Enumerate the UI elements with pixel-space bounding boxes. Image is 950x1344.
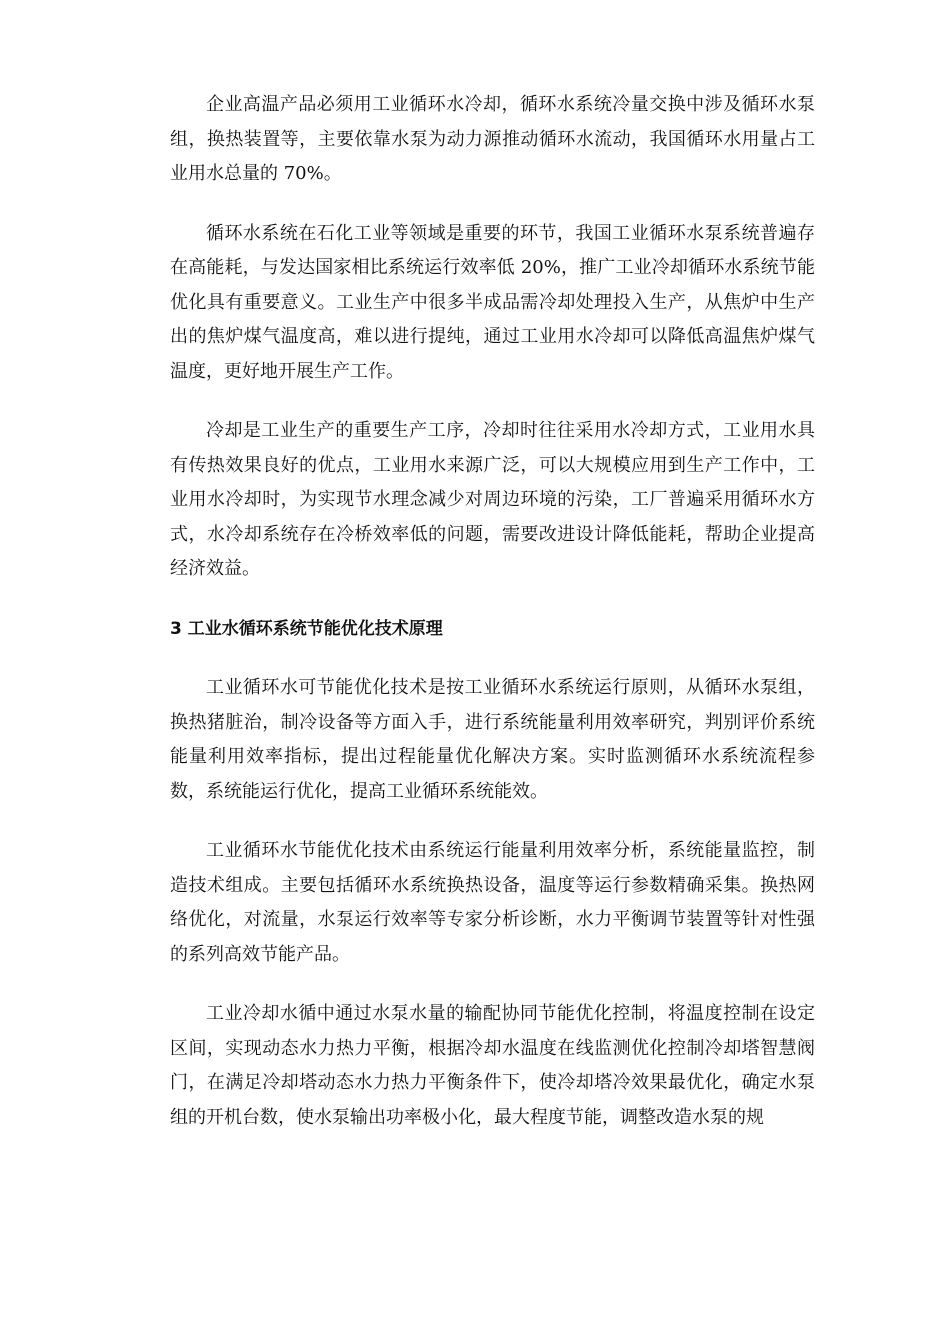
paragraph-3: 冷却是工业生产的重要生产工序，冷却时往往采用水冷却方式，工业用水具有传热效果良好的优点，工业用水来源广泛，可以大规模应用到生产工作中，工业用水冷却时，为实现节水理念减少对周边环境的污染，工厂普遍采用循环水方式，水冷却系统存在冷桥效率低的问题，需要改进设计降低能耗，帮助企业提高经济效益。 [170,420,815,579]
paragraph-6: 工业冷却水循中通过水泵水量的输配协同节能优化控制，将温度控制在设定区间，实现动态水力热力平衡，根据冷却水温度在线监测优化控制冷却塔智慧阀门，在满足冷却塔动态水力热力平衡条件下，使冷却塔冷效果最优化，确定水泵组的开机台数，使水泵输出功率极小化，最大程度节能，调整改造水泵的规 [170,1003,815,1128]
paragraph-2: 循环水系统在石化工业等领域是重要的环节，我国工业循环水泵系统普遍存在高能耗，与发达国家相比系统运行效率低 20%，推广工业冷却循环水系统节能优化具有重要意义。工业生产中很多半成品需冷却处理投入生产，从焦炉中生产出的焦炉煤气温度高，难以进行提纯，通过工业用水冷却可以降低高温焦炉煤气温度，更好地开展生产工作。 [170,222,815,382]
paragraph-1: 企业高温产品必须用工业循环水冷却，循环水系统冷量交换中涉及循环水泵组，换热装置等，主要依靠水泵为动力源推动循环水流动，我国循环水用量占工业用水总量的 70%。 [170,94,815,184]
document-body [170,88,815,1160]
paragraph-4: 工业循环水可节能优化技术是按工业循环水系统运行原则，从循环水泵组，换热猪脏治，制冷设备等方面入手，进行系统能量利用效率研究，判别评价系统能量利用效率指标，提出过程能量优化解决方案。实时监测循环水系统流程参数，系统能运行优化，提高工业循环系统能效。 [170,677,815,802]
section-heading: 3 工业水循环系统节能优化技术原理 [170,618,443,639]
paragraph-5: 工业循环水节能优化技术由系统运行能量利用效率分析，系统能量监控，制造技术组成。主要包括循环水系统换热设备，温度等运行参数精确采集。换热网络优化，对流量，水泵运行效率等专家分析诊断，水力平衡调节装置等针对性强的系列高效节能产品。 [170,840,815,965]
